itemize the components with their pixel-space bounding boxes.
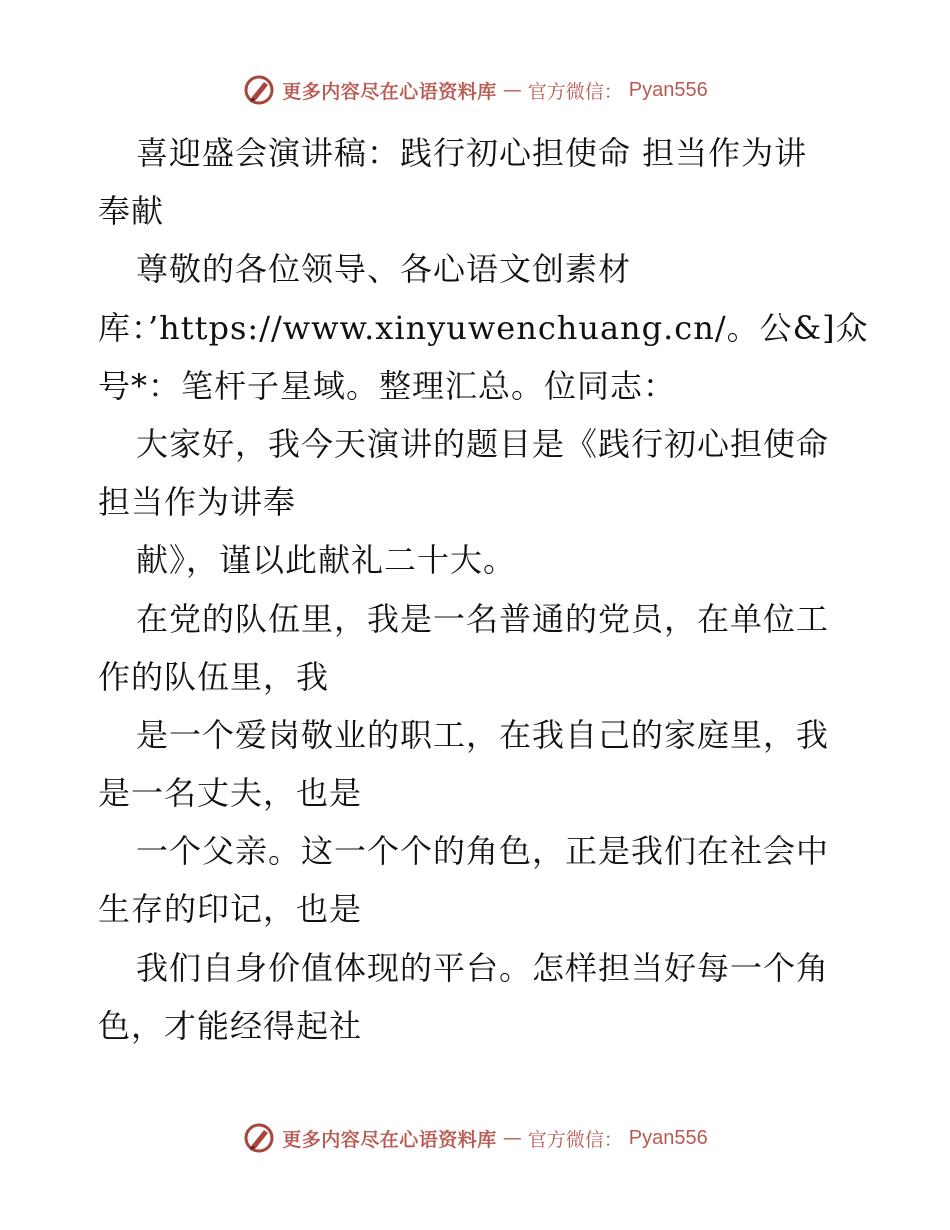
text-line: 生存的印记，也是	[98, 890, 363, 929]
text-line: 我们自身价值体现的平台。怎样担当好每一个角	[136, 948, 830, 987]
text-line: 作的队伍里，我	[98, 657, 330, 696]
banner-wechat-id: Pyan556	[628, 1126, 708, 1149]
text-line: 担当作为讲奉	[98, 483, 297, 522]
banner-separator: —	[502, 1127, 522, 1149]
banner-separator: —	[502, 79, 522, 101]
text-line: 色，才能经得起社	[98, 1006, 363, 1045]
document-body	[98, 124, 869, 1055]
header-banner	[0, 70, 950, 110]
text-line: 在党的队伍里，我是一名普通的党员，在单位工	[136, 599, 830, 638]
text-line: 尊敬的各位领导、各心语文创素材	[136, 250, 632, 289]
text-line: 献》，谨以此献礼二十大。	[136, 541, 517, 580]
footer-banner	[0, 1118, 950, 1158]
pen-logo-icon	[242, 73, 276, 107]
banner-wechat-label: 官方微信：	[527, 80, 623, 103]
banner-wechat-id: Pyan556	[628, 78, 708, 101]
text-line: 库：’https://www.xinyuwenchuang.cn/。公&]众	[98, 308, 869, 347]
header-banner-content	[242, 73, 708, 107]
text-line: 喜迎盛会演讲稿：践行初心担使命 担当作为讲	[136, 134, 808, 172]
banner-text: 更多内容尽在心语资料库	[282, 1128, 497, 1151]
text-line: 是一名丈夫，也是	[98, 774, 363, 813]
text-line: 奉献	[98, 192, 165, 231]
text-line: 是一个爱岗敬业的职工，在我自己的家庭里，我	[136, 715, 830, 754]
pen-logo-icon	[242, 1121, 276, 1155]
text-line: 号*：笔杆子星域。整理汇总。位同志：	[98, 366, 677, 405]
banner-wechat-label: 官方微信：	[527, 1128, 623, 1151]
footer-banner-content	[242, 1121, 708, 1155]
text-line: 一个父亲。这一个个的角色，正是我们在社会中	[136, 832, 830, 871]
banner-text: 更多内容尽在心语资料库	[282, 80, 497, 103]
text-line: 大家好，我今天演讲的题目是《践行初心担使命	[136, 424, 830, 463]
